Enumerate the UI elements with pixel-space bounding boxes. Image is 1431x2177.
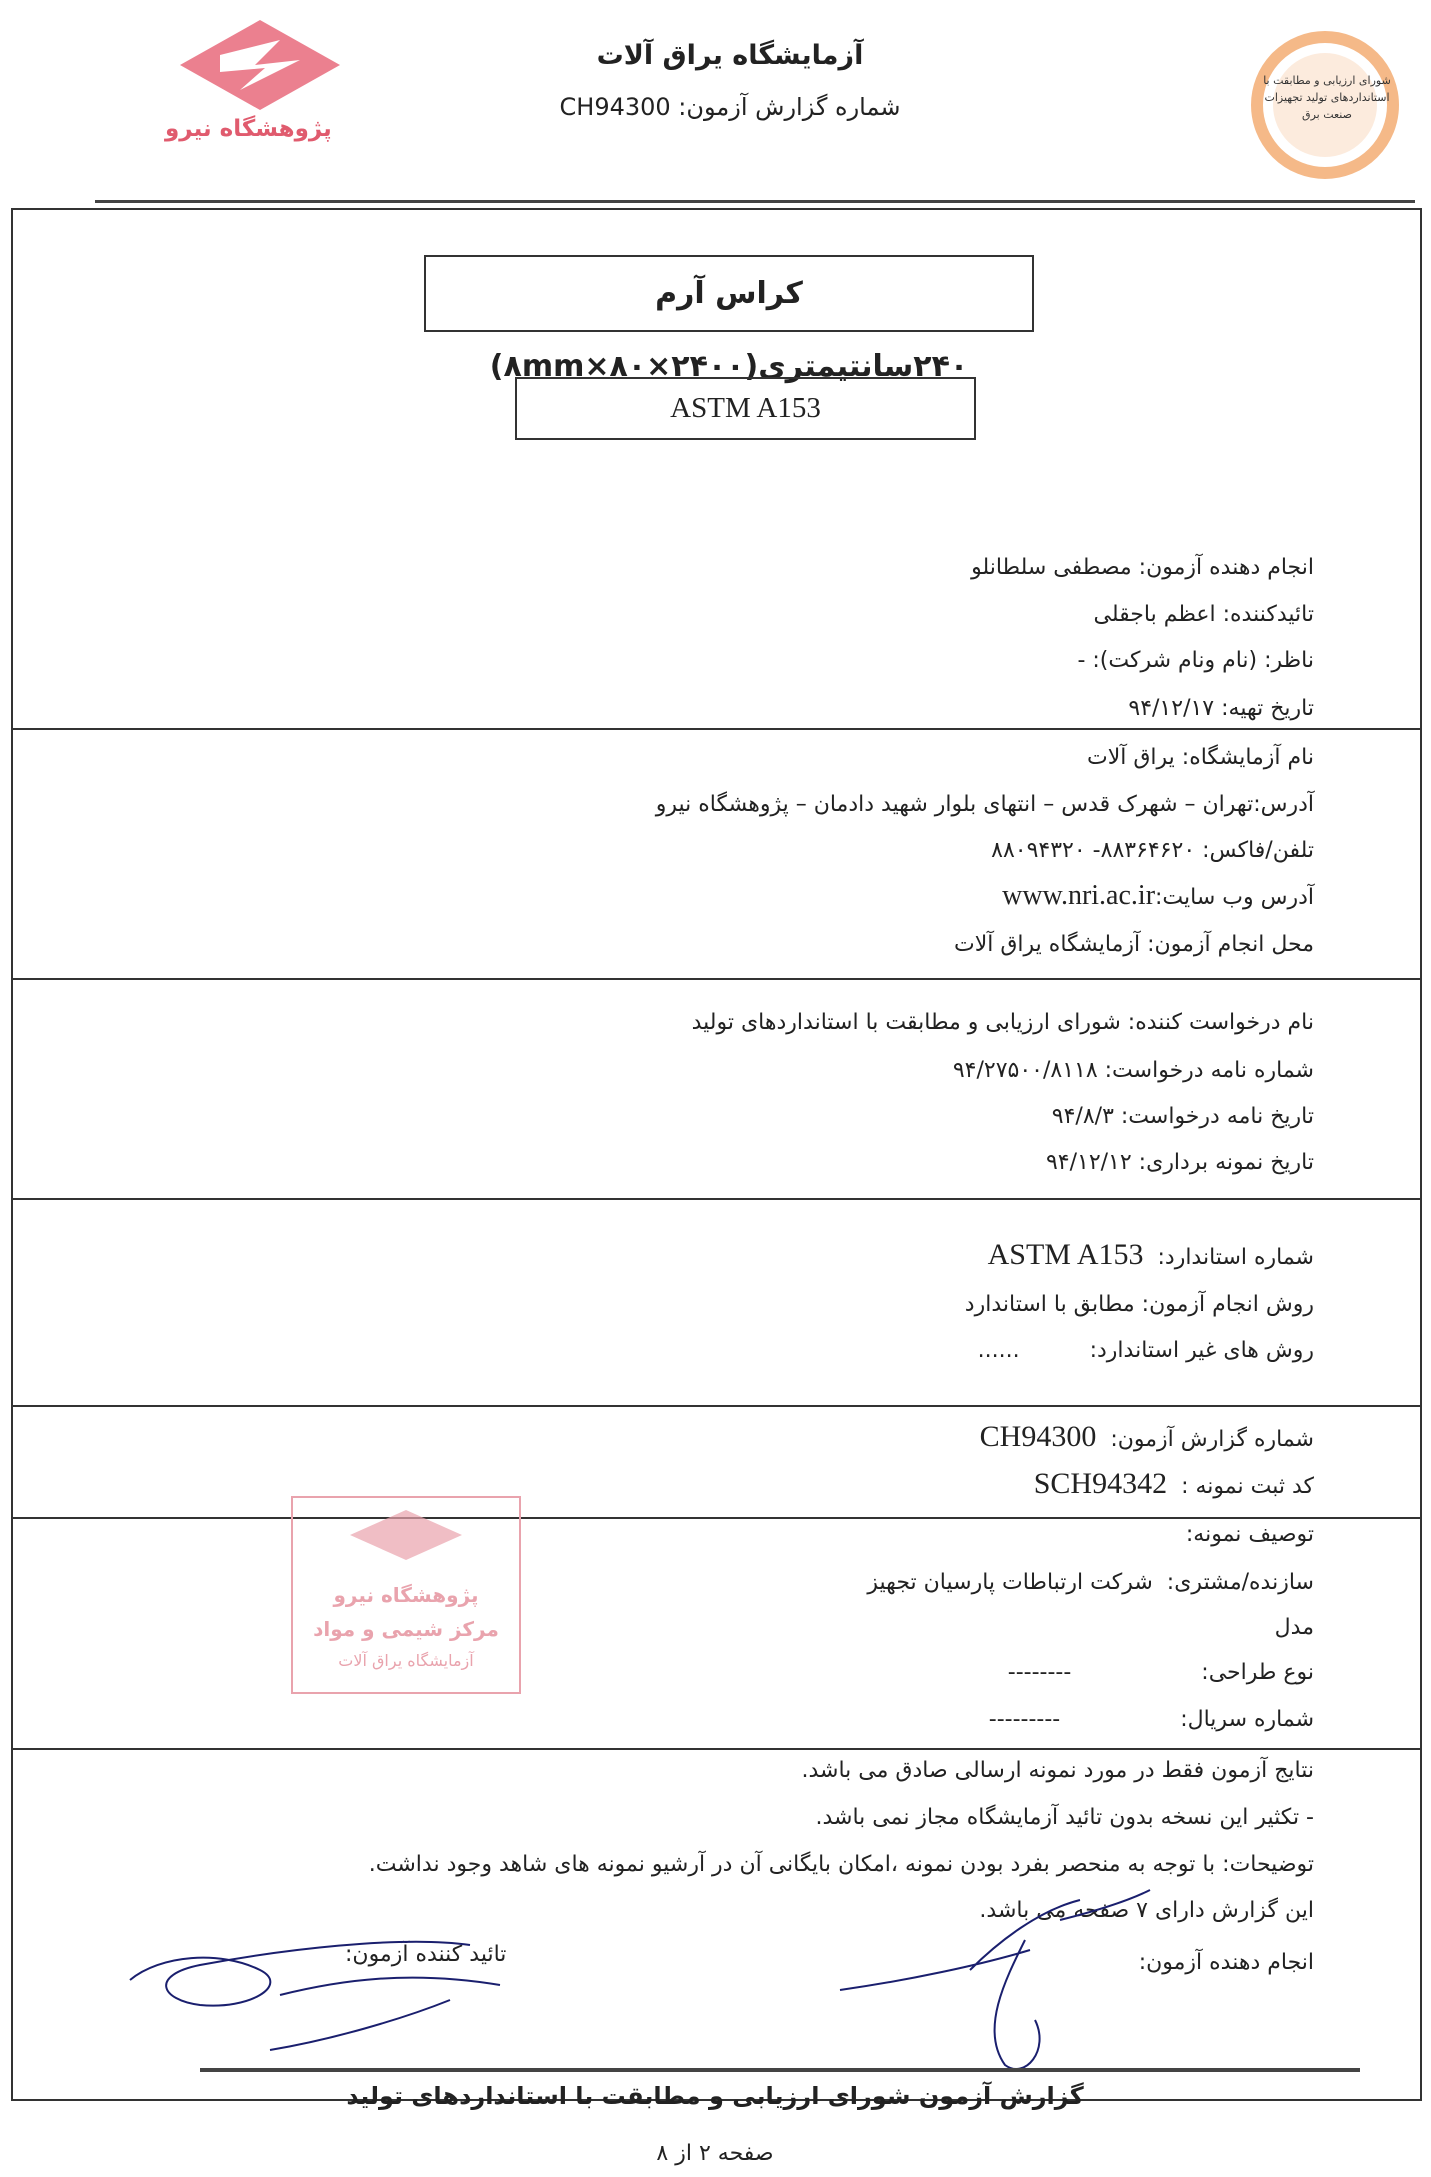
- serial-label: شماره سریال:: [1180, 1707, 1314, 1732]
- maker-line: [867, 1570, 1314, 1595]
- lab-name: نام آزمایشگاه: یراق آلات: [1086, 745, 1314, 770]
- performer-signature-label: انجام دهنده آزمون:: [1138, 1950, 1314, 1975]
- lab-title: آزمایشگاه یراق آلات: [596, 40, 864, 71]
- header-rule: [95, 200, 1415, 203]
- standard-line: [988, 1238, 1314, 1272]
- seal-text: [1252, 72, 1402, 123]
- report-number: شماره گزارش آزمون: CH94300: [559, 93, 901, 121]
- logo-mark-icon: [160, 10, 360, 120]
- section-divider: [11, 978, 1422, 980]
- seal-line: صنعت برق: [1302, 108, 1352, 121]
- website-line: [1002, 880, 1314, 912]
- section-divider: [11, 728, 1422, 730]
- sampling-date: تاریخ نمونه برداری: ۹۴/۱۲/۱۲: [1045, 1150, 1314, 1175]
- lab-address: آدرس:تهران – شهرک قدس – انتهای بلوار شهید دادمان – پژوهشگاه نیرو: [655, 792, 1314, 817]
- report-number-label: شماره گزارش آزمون:: [1110, 1427, 1314, 1452]
- model: مدل: [1274, 1615, 1314, 1640]
- stamp-line: آزمایشگاه یراق آلات: [338, 1651, 474, 1670]
- standard-label: شماره استاندارد:: [1157, 1245, 1314, 1270]
- seal-line: شورای ارزیابی و مطابقت با: [1263, 74, 1391, 87]
- stamp-line: مرکز شیمی و مواد: [313, 1617, 499, 1641]
- note-pages: این گزارش دارای ۷ صفحه می باشد.: [979, 1898, 1314, 1923]
- serial-value: ---------: [988, 1707, 1061, 1732]
- report-number-value: CH94300: [979, 1420, 1097, 1453]
- logo-caption: پژوهشگاه نیرو: [165, 116, 332, 142]
- section-divider: [11, 1405, 1422, 1407]
- sample-code-line: [1034, 1467, 1314, 1501]
- test-method: روش انجام آزمون: مطابق با استاندارد: [964, 1292, 1314, 1317]
- stamp-line: پژوهشگاه نیرو: [333, 1583, 479, 1607]
- request-date: تاریخ نامه درخواست: ۹۴/۸/۳: [1051, 1104, 1314, 1129]
- standard-box: ASTM A153: [515, 377, 976, 440]
- design-value: --------: [1007, 1660, 1072, 1685]
- lab-stamp: [290, 1495, 522, 1695]
- section-divider: [11, 1198, 1422, 1200]
- section-divider: [11, 1517, 1422, 1519]
- footer-title: گزارش آزمون شورای ارزیابی و مطابقت با استانداردهای تولید: [346, 2082, 1084, 2110]
- report-number-line: [980, 1420, 1314, 1454]
- design-line: [1008, 1660, 1314, 1685]
- website-link[interactable]: www.nri.ac.ir: [1002, 880, 1156, 911]
- note-explanation: توضیحات: با توجه به منحصر بفرد بودن نمونه ،امکان بایگانی آن در آرشیو نمونه های شاهد وجود نداشت.: [368, 1852, 1314, 1877]
- section-divider: [11, 1748, 1422, 1750]
- note-copy: - تکثیر این نسخه بدون تائید آزمایشگاه مجاز نمی باشد.: [815, 1805, 1314, 1830]
- seal-line: استانداردهای تولید تجهیزات: [1264, 91, 1390, 104]
- approved-by: تائیدکننده: اعظم باجقلی: [1093, 602, 1314, 627]
- prep-date: تاریخ تهیه: ۹۴/۱۲/۱۷: [1128, 696, 1314, 721]
- requester: نام درخواست کننده: شورای ارزیابی و مطابقت با استانداردهای تولید: [691, 1010, 1314, 1035]
- sample-code-label: کد ثبت نمونه :: [1181, 1474, 1314, 1499]
- sample-description: توصیف نمونه:: [1185, 1522, 1314, 1547]
- approver-signature-label: تائید کننده آزمون:: [345, 1942, 507, 1967]
- lab-phone: تلفن/فاکس: ۸۸۳۶۴۶۲۰- ۸۸۰۹۴۳۲۰: [991, 838, 1314, 863]
- performer-signature: [830, 1880, 1160, 2080]
- nonstandard-line: [978, 1338, 1314, 1363]
- product-title: کراس آرم ۲۴۰سانتیمتری(۲۴۰۰×۸۰×۸mm): [424, 255, 1034, 332]
- test-place: محل انجام آزمون: آزمایشگاه یراق آلات: [954, 932, 1314, 957]
- nonstandard-label: روش های غیر استاندارد:: [1089, 1338, 1314, 1363]
- footer-rule: [200, 2068, 1360, 2072]
- nonstandard-value: ......: [977, 1338, 1020, 1363]
- sample-code-value: SCH94342: [1033, 1467, 1168, 1500]
- serial-line: [989, 1707, 1314, 1732]
- performed-by: انجام دهنده آزمون: مصطفی سلطانلو: [971, 555, 1314, 580]
- approver-signature: [120, 1900, 520, 2070]
- page-number: صفحه ۲ از ۸: [656, 2141, 774, 2166]
- note-validity: نتایج آزمون فقط در مورد نمونه ارسالی صادق می باشد.: [801, 1758, 1314, 1783]
- maker-value: شرکت ارتباطات پارسیان تجهیز: [867, 1570, 1153, 1595]
- design-label: نوع طراحی:: [1201, 1660, 1314, 1685]
- maker-label: سازنده/مشتری:: [1166, 1570, 1314, 1595]
- standard-value: ASTM A153: [987, 1238, 1144, 1271]
- website-label: آدرس وب سایت:: [1155, 885, 1314, 910]
- supervisor: ناظر: (نام ونام شرکت): -: [1077, 648, 1314, 673]
- request-number: شماره نامه درخواست: ۹۴/۲۷۵۰۰/۸۱۱۸: [952, 1058, 1314, 1083]
